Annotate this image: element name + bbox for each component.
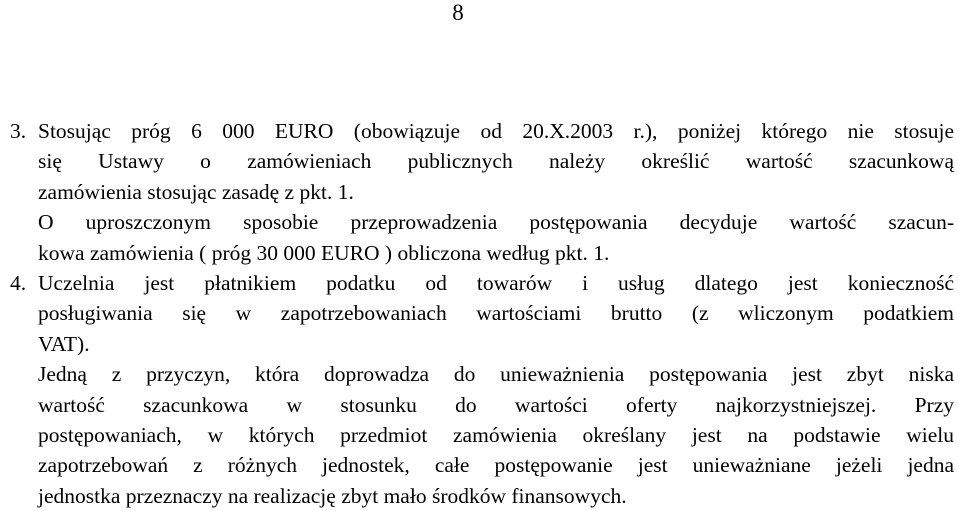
item-4-line-2: posługiwania się w zapotrzebowaniach wartościami brutto (z wliczonym podatkiem: [38, 301, 954, 326]
item-4-line-8: jednostka przeznaczy na realizację zbyt mało środków finansowych.: [38, 483, 627, 508]
item-4-line-5: wartość szacunkowa w stosunku do wartości oferty najkorzystniejszej. Przy: [38, 392, 954, 417]
item-4-line-6: postępowaniach, w których przedmiot zamówienia określany jest na podstawie wielu: [38, 422, 954, 447]
item-3-line-1: Stosując próg 6 000 EURO (obowiązuje od 20.X.2003 r.), poniżej którego nie stosuje: [38, 119, 954, 143]
item-3-line-3: zamówienia stosując zasadę z pkt. 1.: [38, 179, 354, 204]
document-body: [10, 116, 954, 511]
item-4-line-4: Jedną z przyczyn, która doprowadza do unieważnienia postępowania jest zbyt niska: [38, 362, 954, 387]
item-4-number: 4.: [10, 270, 27, 295]
item-3-first-line-row: [10, 116, 954, 146]
item-4-line-1: Uczelnia jest płatnikiem podatku od towarów i usług dlatego jest konieczność: [38, 270, 954, 295]
item-3-number: 3.: [10, 119, 27, 143]
item-4-line-7: zapotrzebowań z różnych jednostek, całe postępowanie jest unieważniane jeżeli jedna: [38, 453, 954, 478]
list-item-4: [10, 268, 954, 511]
item-4-line-3: VAT).: [38, 331, 90, 356]
item-3-line-2: się Ustawy o zamówieniach publicznych należy określić wartość szacunkową: [38, 149, 954, 174]
item-3-line-4: O uproszczonym sposobie przeprowadzenia postępowania decyduje wartość szacun-: [38, 210, 954, 235]
item-3-line-5: kowa zamówienia ( próg 30 000 EURO ) obliczona według pkt. 1.: [38, 240, 610, 265]
page-number: 8: [452, 0, 464, 25]
item-4-first-line-row: [10, 268, 954, 298]
list-item-3: [10, 116, 954, 268]
